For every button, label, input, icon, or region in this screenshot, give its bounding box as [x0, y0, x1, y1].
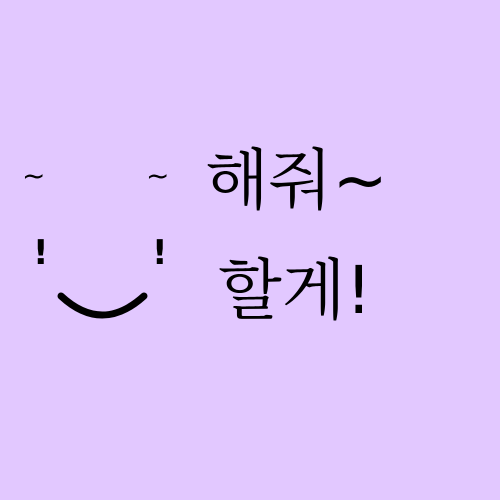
right-brow-tilde: ~ — [146, 159, 170, 192]
message-line-2: 할게! — [218, 252, 372, 329]
left-eye-exclamation: ! — [33, 233, 49, 273]
left-brow-tilde: ~ — [22, 159, 46, 192]
right-eye-exclamation: ! — [152, 233, 168, 273]
message-line-1: 해줘~ — [205, 142, 388, 219]
smile-mouth-icon — [55, 286, 150, 326]
